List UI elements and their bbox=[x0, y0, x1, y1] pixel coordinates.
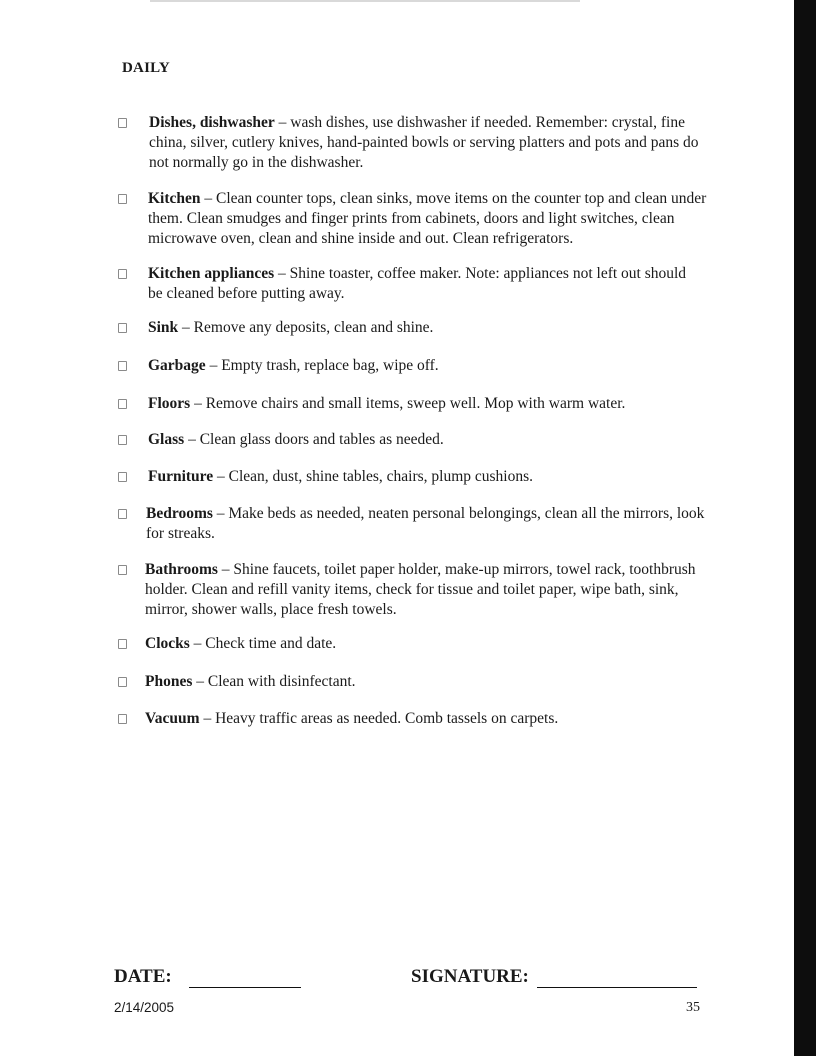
item-title: Vacuum bbox=[145, 710, 200, 727]
checkbox[interactable] bbox=[118, 118, 127, 128]
item-title: Kitchen bbox=[148, 190, 201, 207]
section-heading: DAILY bbox=[122, 60, 170, 76]
date-label: DATE: bbox=[114, 966, 172, 987]
item-description: Check time and date. bbox=[205, 635, 337, 652]
checkbox[interactable] bbox=[118, 194, 127, 204]
item-title: Garbage bbox=[148, 357, 206, 374]
scan-edge-bar bbox=[794, 0, 816, 1056]
item-description: Clean counter tops, clean sinks, move items on the counter top and clean under them. Clean smudges and finger prints from cabinets, doors and light switches, clean microwave oven, clean and shine inside and out. Clean refrigerators. bbox=[148, 190, 707, 247]
item-description: Empty trash, replace bag, wipe off. bbox=[221, 357, 439, 374]
item-separator: – bbox=[199, 710, 216, 727]
item-separator: – bbox=[190, 395, 206, 412]
item-separator: – bbox=[178, 319, 194, 336]
checkbox[interactable] bbox=[118, 509, 127, 519]
item-separator: – bbox=[189, 635, 206, 652]
item-title: Kitchen appliances bbox=[148, 265, 275, 282]
item-separator: – bbox=[205, 357, 222, 374]
item-title: Bedrooms bbox=[146, 505, 213, 522]
top-rule bbox=[150, 0, 580, 2]
date-signature-line[interactable] bbox=[189, 987, 301, 988]
item-title: Sink bbox=[148, 319, 179, 336]
checkbox[interactable] bbox=[118, 269, 127, 279]
signature-line[interactable] bbox=[537, 987, 697, 988]
item-separator: – bbox=[200, 190, 217, 207]
checkbox[interactable] bbox=[118, 714, 127, 724]
item-title: Phones bbox=[145, 673, 193, 690]
item-description: Shine faucets, toilet paper holder, make-up mirrors, towel rack, toothbrush holder. Clean and refill vanity items, check for tissue and toilet paper, wipe bath, sink, mirror, shower walls, place fresh towels. bbox=[145, 561, 696, 618]
checkbox[interactable] bbox=[118, 472, 127, 482]
item-separator: – bbox=[274, 265, 290, 282]
item-description: Remove any deposits, clean and shine. bbox=[193, 319, 434, 336]
page-number: 35 bbox=[686, 1000, 700, 1015]
item-description: Heavy traffic areas as needed. Comb tassels on carpets. bbox=[215, 710, 559, 727]
checkbox[interactable] bbox=[118, 361, 127, 371]
item-description: Make beds as needed, neaten personal belongings, clean all the mirrors, look for streaks. bbox=[146, 505, 705, 542]
item-separator: – bbox=[274, 114, 291, 131]
item-separator: – bbox=[184, 431, 200, 448]
item-title: Furniture bbox=[148, 468, 214, 485]
checkbox[interactable] bbox=[118, 435, 127, 445]
item-description: wash dishes, use dishwasher if needed. Remember: crystal, fine china, silver, cutlery knives, hand-painted bowls or serving platters and pots and pans do not normally go in the dishwasher. bbox=[149, 114, 699, 171]
item-separator: – bbox=[213, 468, 229, 485]
item-separator: – bbox=[212, 505, 229, 522]
item-title: Floors bbox=[148, 395, 191, 412]
item-title: Clocks bbox=[145, 635, 190, 652]
item-description: Clean glass doors and tables as needed. bbox=[199, 431, 444, 448]
item-separator: – bbox=[217, 561, 234, 578]
item-description: Shine toaster, coffee maker. Note: appliances not left out should be cleaned before putting away. bbox=[148, 265, 687, 302]
checkbox[interactable] bbox=[118, 399, 127, 409]
item-description: Remove chairs and small items, sweep well. Mop with warm water. bbox=[205, 395, 626, 412]
checkbox[interactable] bbox=[118, 677, 127, 687]
item-description: Clean with disinfectant. bbox=[207, 673, 356, 690]
item-title: Glass bbox=[148, 431, 185, 448]
item-title: Bathrooms bbox=[145, 561, 218, 578]
checkbox[interactable] bbox=[118, 639, 127, 649]
item-separator: – bbox=[192, 673, 208, 690]
date-stamp: 2/14/2005 bbox=[114, 1000, 175, 1015]
checkbox[interactable] bbox=[118, 323, 127, 333]
signature-label: SIGNATURE: bbox=[411, 966, 529, 987]
item-description: Clean, dust, shine tables, chairs, plump cushions. bbox=[228, 468, 534, 485]
item-title: Dishes, dishwasher bbox=[149, 114, 275, 131]
checkbox[interactable] bbox=[118, 565, 127, 575]
